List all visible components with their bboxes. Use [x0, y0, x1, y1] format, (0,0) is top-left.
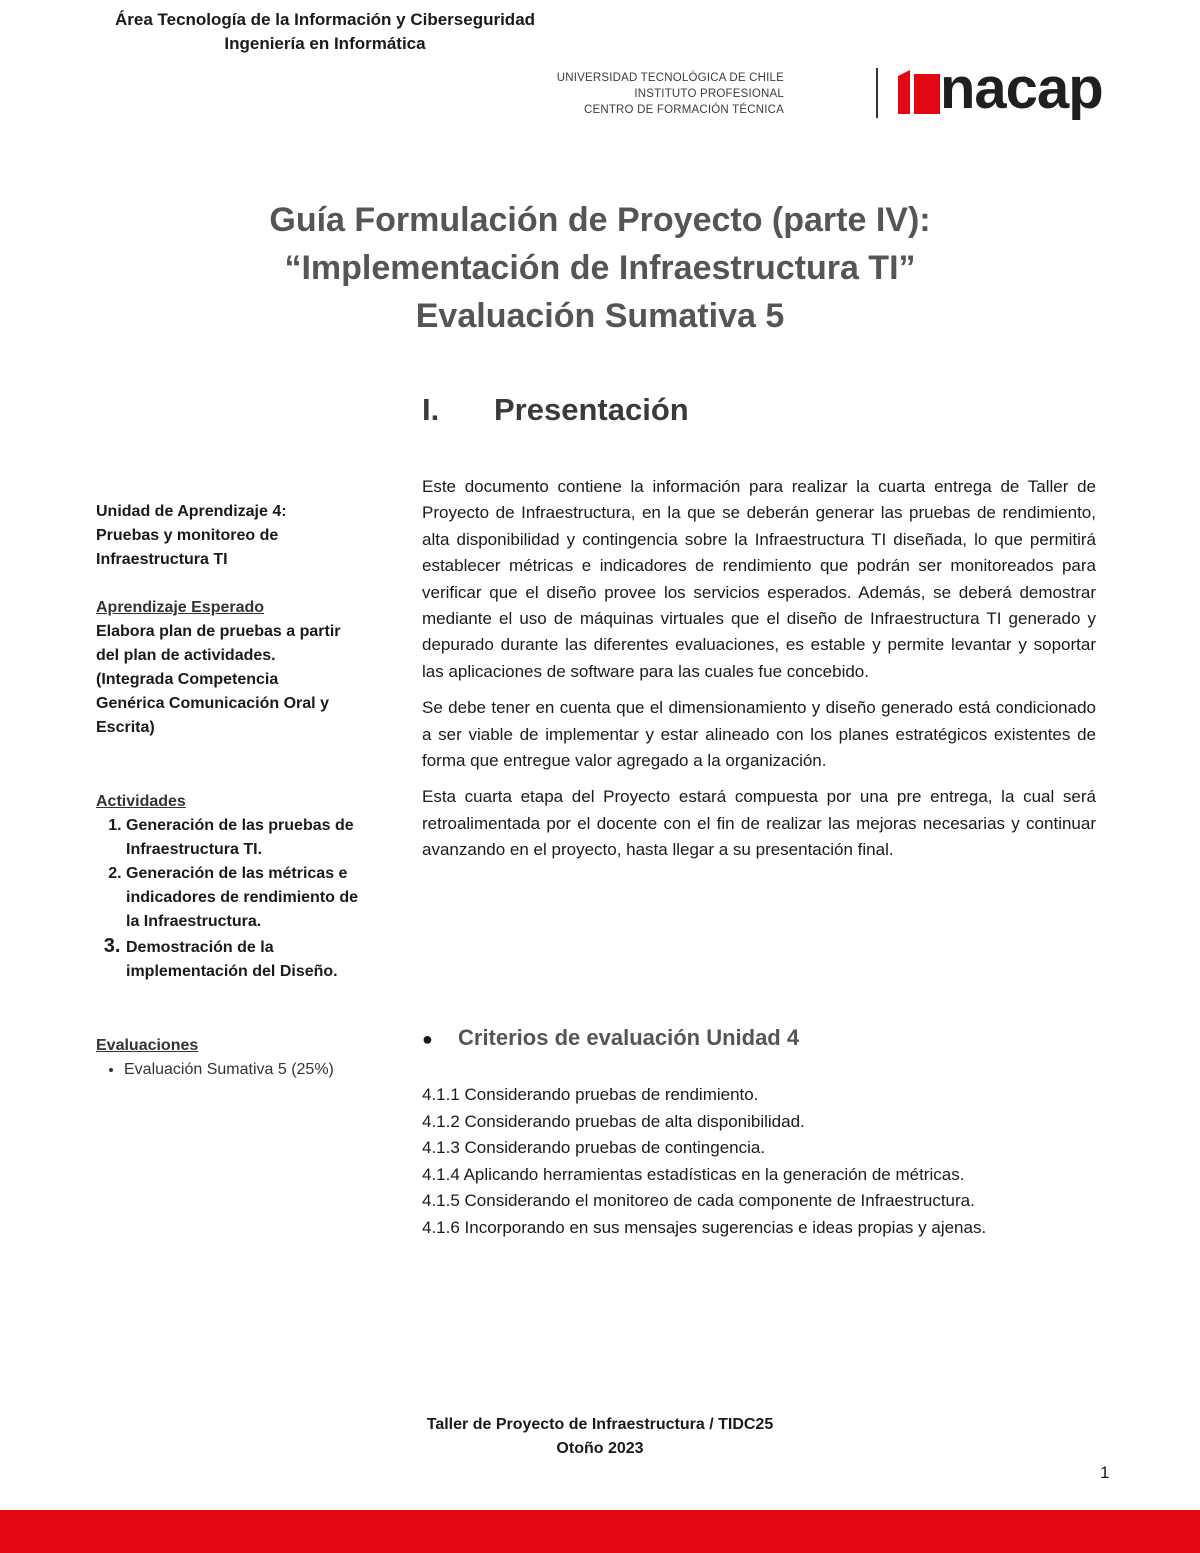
- program-line: Ingeniería en Informática: [224, 34, 426, 53]
- list-item: 2. Generación de las métricas e indicadores de rendimiento de la Infraestructura.: [126, 862, 366, 934]
- document-title: [150, 196, 1050, 340]
- activities-list: [96, 814, 366, 984]
- brand-wordmark: nacap: [940, 56, 1103, 121]
- list-item: 4.1.6 Incorporando en sus mensajes sugerencias e ideas propias y ajenas.: [422, 1217, 987, 1237]
- criteria-list: [422, 1082, 1122, 1241]
- title-line-2: “Implementación de Infraestructura TI”: [284, 249, 916, 287]
- logo-separator: [876, 68, 878, 118]
- footer-red-bar: [0, 1510, 1200, 1553]
- term-line: Otoño 2023: [556, 1440, 644, 1457]
- evaluations-list: [96, 1058, 366, 1082]
- list-item: 1. Generación de las pruebas de Infraestructura TI.: [126, 814, 366, 862]
- paragraph: Se debe tener en cuenta que el dimensionamiento y diseño generado está condicionado a ser viable de implementar y estar alineado con los planes estratégicos existentes de forma que entregue valor agregado a la organización.: [422, 698, 1096, 771]
- section-title: Presentación: [494, 392, 689, 427]
- list-item: 4.1.1 Considerando pruebas de rendimiento.: [422, 1085, 759, 1104]
- title-line-1: Guía Formulación de Proyecto (parte IV):: [269, 201, 931, 239]
- expected-learning-line: Escrita): [96, 719, 155, 736]
- sidebar: [96, 500, 366, 1082]
- expected-learning-line: del plan de actividades.: [96, 647, 276, 664]
- unit-name-line: Infraestructura TI: [96, 551, 228, 568]
- list-item: 4.1.3 Considerando pruebas de contingencia.: [422, 1138, 766, 1157]
- list-item: 4.1.5 Considerando el monitoreo de cada componente de Infraestructura.: [422, 1191, 975, 1210]
- expected-learning-line: Genérica Comunicación Oral y: [96, 695, 329, 712]
- course-line: Taller de Proyecto de Infraestructura / TIDC25: [426, 1416, 774, 1433]
- title-line-3: Evaluación Sumativa 5: [415, 297, 785, 335]
- list-item: • Evaluación Sumativa 5 (25%): [124, 1058, 366, 1082]
- criteria-heading: ● Criterios de evaluación Unidad 4: [422, 1022, 799, 1055]
- document-header: [0, 8, 650, 56]
- presentation-body: [422, 474, 1096, 874]
- page-footer: [300, 1413, 900, 1461]
- unit-title: Unidad de Aprendizaje 4:: [96, 503, 287, 520]
- activities-heading: Actividades: [96, 793, 186, 810]
- list-item: 3. Demostración de la implementación del Diseño.: [126, 934, 366, 984]
- expected-learning-line: (Integrada Competencia: [96, 671, 279, 688]
- section-number: I.: [422, 392, 440, 427]
- inacap-logo: [556, 56, 1120, 138]
- page-number: 1: [1100, 1463, 1110, 1482]
- paragraph: Esta cuarta etapa del Proyecto estará compuesta por una pre entrega, la cual será retroalimentada por el docente con el fin de realizar las mejoras necesarias y continuar avanzando en el proyecto, hasta llegar a su presentación final.: [422, 787, 1096, 860]
- section-heading: [422, 388, 689, 432]
- unit-name-line: Pruebas y monitoreo de: [96, 527, 279, 544]
- paragraph: Este documento contiene la información para realizar la cuarta entrega de Taller de Proyecto de Infraestructura, en la que se deberán generar las pruebas de rendimiento, alta disponibilidad y contingencia sobre la Infraestructura TI diseñada, lo que permitirá establecer métricas e indicadores de rendimiento que podrán ser monitoreados para verificar que el diseño provee los servicios esperados. Además, se deberá demostrar mediante el uso de máquinas virtuales que el diseño de Infraestructura TI generado y depurado durante las diferentes evaluaciones, es estable y permite levantar y soportar las aplicaciones de software para las cuales fue concebido.: [422, 477, 1096, 681]
- inacap-red-mark-icon: [896, 70, 940, 114]
- bullet-icon: ●: [422, 1029, 433, 1049]
- university-lines: UNIVERSIDAD TECNOLÓGICA DE CHILE INSTITUTO PROFESIONAL CENTRO DE FORMACIÓN TÉCNICA: [556, 72, 784, 116]
- evaluations-heading: Evaluaciones: [96, 1037, 199, 1054]
- expected-learning-line: Elabora plan de pruebas a partir: [96, 623, 341, 640]
- department-line: Área Tecnología de la Información y Ciberseguridad: [114, 10, 536, 29]
- expected-learning-heading: Aprendizaje Esperado: [96, 599, 265, 616]
- list-item: 4.1.4 Aplicando herramientas estadísticas en la generación de métricas.: [422, 1164, 965, 1184]
- list-item: 4.1.2 Considerando pruebas de alta disponibilidad.: [422, 1111, 805, 1131]
